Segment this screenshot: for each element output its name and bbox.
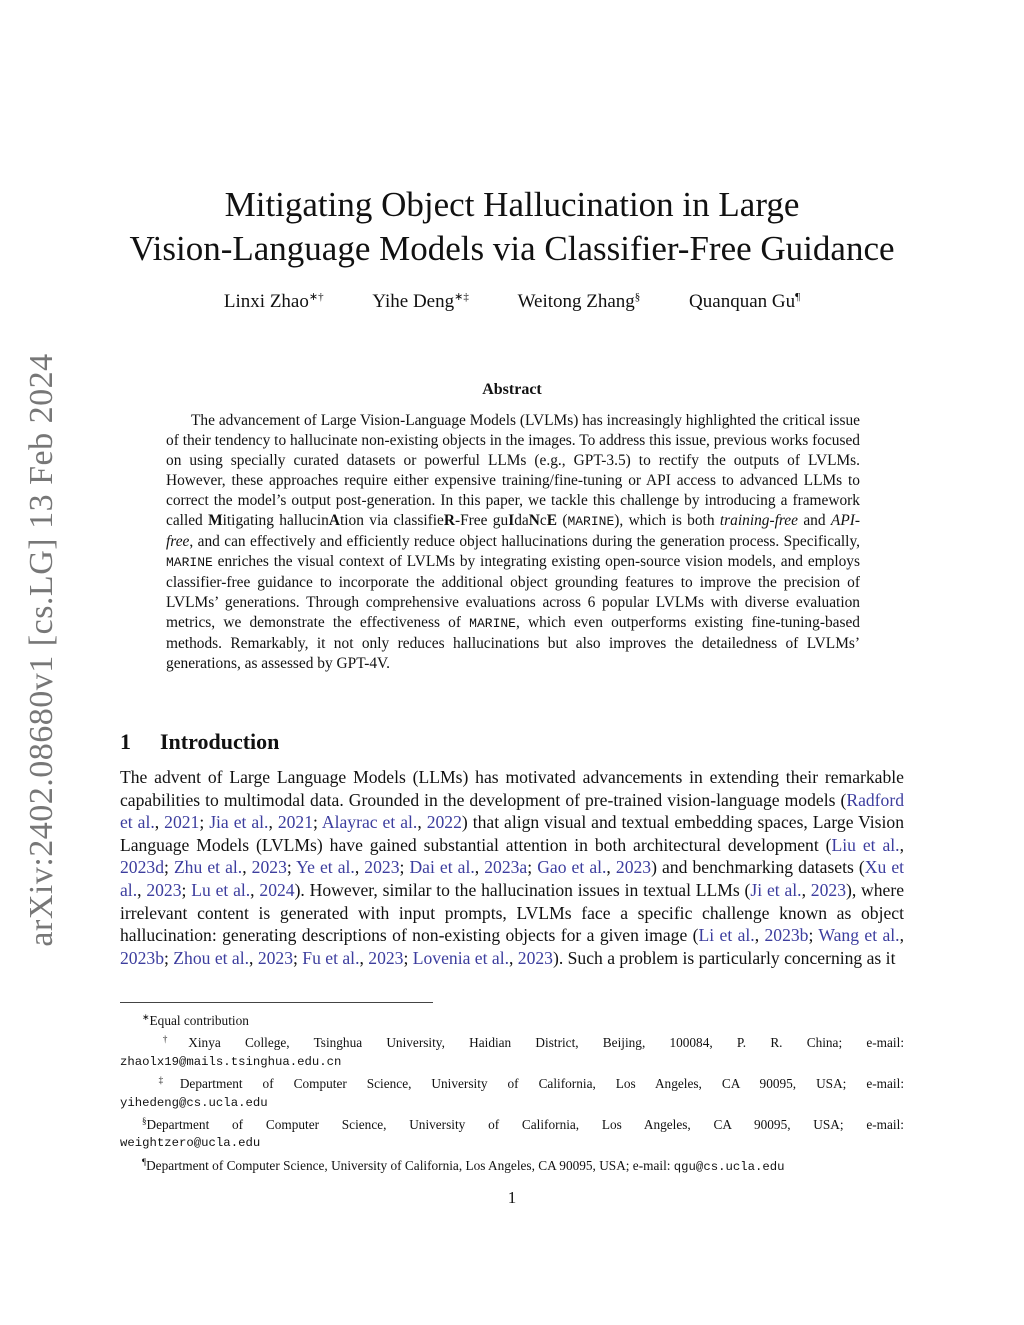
text-segment: The advent of Large Language Models (LLMs) has motivated advancements in extending their remarkable capabilities to multimodal data. Grounded in the development of pre-trained vision-language models (: [120, 767, 904, 810]
footnote-line: [120, 1030, 904, 1052]
abstract-segment: -Free gu: [454, 512, 509, 529]
footnote-text: Equal contribution: [149, 1013, 249, 1028]
emphasis: training-free: [719, 512, 798, 529]
abstract-segment: The advancement of Large Vision-Language Models (LVLMs) has increasingly highlighted the critical issue of their tendency to hallucinate non-existing objects in the images. To address this issue, previous works focused on using specially curated datasets or powerful LLMs (e.g., GPT-3.5) to rectify the outputs of LVLMs. However, these approaches require either expensive training/fine-tuning or API access to advanced LLMs to correct the model’s output post-generation. In this paper, we tackle this challenge by introducing a framework called: [166, 412, 860, 529]
abstract-segment: c: [539, 512, 547, 529]
text-segment: ;: [163, 947, 174, 968]
text-segment: ,: [899, 925, 904, 946]
citation-link[interactable]: Liu et al.: [831, 834, 900, 855]
citation-year-link[interactable]: 2023a: [484, 857, 528, 878]
footnote-affiliation: [120, 1030, 904, 1071]
footnote-mark: §: [142, 1116, 147, 1127]
text-segment: ,: [508, 947, 518, 968]
author-list: [120, 290, 904, 313]
acronym-letter: M: [208, 512, 223, 529]
footnote-line: [120, 1112, 904, 1134]
abstract-segment: , which even outperforms existing fine-tuning-based methods. Remarkably, it not only reduces hallucinations but also improves the detailedness of LVLMs’ generations, as assessed by GPT-4V.: [166, 614, 860, 672]
citation-link[interactable]: Ji et al.: [750, 879, 802, 900]
text-segment: ,: [606, 857, 616, 878]
text-segment: ,: [250, 879, 260, 900]
citation-link[interactable]: Ye et al.: [296, 857, 355, 878]
text-segment: ;: [199, 812, 210, 833]
method-name: MARINE: [567, 514, 615, 529]
footnote-affiliation: [120, 1153, 904, 1176]
citation-year-link[interactable]: 2023b: [764, 925, 809, 946]
citation-year-link[interactable]: 2021: [164, 812, 200, 833]
title-line-1: Mitigating Object Hallucination in Large: [224, 185, 800, 224]
text-segment: ;: [313, 812, 322, 833]
abstract-heading: Abstract: [482, 381, 542, 398]
abstract-segment: ), which is both: [614, 512, 720, 529]
footnote-mark: ∗: [142, 1012, 150, 1022]
author-marks[interactable]: ∗‡: [454, 291, 469, 303]
citation-year-link[interactable]: 2023: [257, 947, 293, 968]
title-line-2: Vision-Language Models via Classifier-Free Guidance: [129, 229, 895, 268]
text-segment: ) and benchmarking datasets (: [651, 857, 865, 878]
text-segment: ,: [899, 834, 904, 855]
citation-year-link[interactable]: 2024: [259, 879, 295, 900]
abstract-text: [166, 411, 860, 674]
abstract-segment: , and can effectively and efficiently reduce object hallucinations during the generation process. Specifically,: [189, 533, 860, 550]
text-segment: ;: [286, 857, 297, 878]
footnote-mark: ‡: [142, 1075, 180, 1086]
citation-link[interactable]: Lovenia et al.: [412, 947, 509, 968]
text-segment: ). However, similar to the hallucination issues in textual LLMs (: [294, 879, 751, 900]
text-segment: ,: [354, 857, 365, 878]
author-name: Quanquan Gu: [689, 291, 796, 312]
citation-year-link[interactable]: 2023b: [120, 947, 164, 968]
author-name: Linxi Zhao: [223, 291, 309, 312]
text-segment: ,: [359, 947, 369, 968]
citation-link[interactable]: Jia et al.: [209, 812, 269, 833]
footnote-divider: [120, 1002, 433, 1003]
acronym-letter: A: [328, 512, 340, 529]
citation-year-link[interactable]: 2023: [368, 947, 404, 968]
author: [372, 290, 469, 313]
text-segment: ;: [808, 925, 819, 946]
citation-link[interactable]: Fu et al.: [302, 947, 360, 968]
text-segment: ,: [268, 812, 278, 833]
citation-link[interactable]: Gao et al.: [537, 857, 607, 878]
citation-author: Radford et al.: [120, 789, 904, 833]
footnote-mark: ¶: [142, 1156, 147, 1167]
footnote-affiliation: [120, 1071, 904, 1112]
text-segment: ,: [137, 879, 147, 900]
acronym-letter: E: [546, 512, 557, 529]
citation-link[interactable]: Zhu et al.: [173, 857, 243, 878]
citation-link[interactable]: Alayrac et al.: [321, 812, 418, 833]
citation-year-link[interactable]: 2023: [517, 947, 553, 968]
author-marks[interactable]: ∗†: [308, 291, 324, 303]
abstract-segment: enriches the visual context of LVLMs by integrating existing open-source vision models, and employs classifier-free guidance to incorporate the additional object grounding features to improve the precision of LVLMs’ generations. Through comprehensive evaluations across 6 popular LVLMs with diverse evaluation metrics, we demonstrate the effectiveness of: [166, 553, 860, 631]
footnote-mark: †: [142, 1034, 189, 1045]
text-segment: ), where irrelevant content is generated with input prompts, LVLMs face a specific challenge known as object hallucination: generating descriptions of non-existing objects for a given image (: [120, 879, 905, 946]
text-segment: ;: [293, 947, 303, 968]
email-link[interactable]: qgu@cs.ucla.edu: [673, 1159, 785, 1174]
email-link[interactable]: weightzero@ucla.edu: [120, 1136, 261, 1151]
page-number: 1: [507, 1188, 517, 1207]
paper-title: [120, 183, 904, 271]
acronym-letter: N: [528, 512, 540, 529]
citation-year-link[interactable]: 2023: [251, 857, 287, 878]
text-segment: ) that align visual and textual embedding spaces, Large Vision Language Models (LVLMs) have gained substantial attention in both architectural development (: [120, 812, 905, 855]
section-title: Introduction: [160, 729, 280, 754]
text-segment: ,: [417, 812, 427, 833]
intro-paragraph: [120, 766, 904, 969]
text-segment: ). Such a problem is particularly concerning as it: [552, 947, 896, 968]
footnote-line: [120, 1071, 904, 1093]
text-segment: ,: [242, 857, 252, 878]
citation-link[interactable]: Lu et al.: [191, 879, 251, 900]
arxiv-identifier[interactable]: arXiv:2402.08680v1 [cs.LG] 13 Feb 2024: [23, 353, 60, 947]
abstract-segment: da: [514, 512, 529, 529]
email-link[interactable]: yihedeng@cs.ucla.edu: [120, 1095, 268, 1110]
footnote-text: Department of Computer Science, University of California, Los Angeles, CA 90095, USA; e-mail:: [179, 1076, 905, 1092]
author: [224, 290, 324, 313]
footnote-text: Xinya College, Tsinghua University, Haidian District, Beijing, 100084, P. R. China; e-mail:: [188, 1035, 905, 1051]
text-segment: ;: [403, 947, 413, 968]
citation-year-link[interactable]: 2023: [810, 879, 846, 900]
author-marks[interactable]: ¶: [795, 291, 801, 303]
text-segment: ;: [163, 857, 174, 878]
text-segment: ,: [474, 857, 485, 878]
abstract-segment: (: [556, 512, 568, 529]
emphasis: API-free: [166, 512, 860, 550]
citation-link[interactable]: Li et al.: [698, 925, 755, 946]
footnotes: [120, 1008, 904, 1176]
footnote-affiliation: [120, 1112, 904, 1153]
citation-link[interactable]: Xu et al.: [120, 857, 905, 900]
author: [689, 291, 800, 313]
citation-year-link[interactable]: 2023: [364, 857, 400, 878]
author-name: Yihe Deng: [372, 291, 455, 312]
author: [518, 291, 641, 313]
acronym-letter: I: [508, 512, 515, 529]
method-name: MARINE: [166, 555, 213, 570]
citation-year-link[interactable]: 2023: [146, 879, 182, 900]
author-name: Weitong Zhang: [517, 291, 635, 312]
email-link[interactable]: zhaolx19@mails.tsinghua.edu.cn: [120, 1054, 342, 1069]
citation-link[interactable]: Dai et al.: [409, 857, 475, 878]
citation-year-link[interactable]: 2023: [615, 857, 652, 878]
acronym-letter: R: [443, 512, 455, 529]
citation-year-link[interactable]: 2021: [277, 812, 314, 833]
text-segment: ;: [181, 879, 192, 900]
text-segment: ;: [527, 857, 538, 878]
footnote-equal-contribution: [120, 1008, 904, 1030]
method-name: MARINE: [469, 616, 516, 631]
citation-year-link[interactable]: 2022: [426, 812, 462, 833]
author-marks[interactable]: §: [634, 291, 641, 303]
abstract-segment: and: [797, 512, 831, 529]
text-segment: ,: [801, 879, 811, 900]
citation-link[interactable]: Zhou et al.: [173, 947, 250, 968]
text-segment: ,: [154, 812, 165, 833]
abstract-segment: tion via classifie: [339, 512, 444, 529]
abstract-segment: itigating hallucin: [222, 512, 329, 529]
footnote-text: Department of Computer Science, University of California, Los Angeles, CA 90095, USA; e-mail:: [146, 1117, 904, 1133]
section-number: 1: [120, 729, 131, 754]
text-segment: ;: [399, 857, 410, 878]
text-segment: ,: [754, 925, 765, 946]
citation-year-link[interactable]: 2023d: [120, 857, 164, 878]
footnote-text: Department of Computer Science, University of California, Los Angeles, CA 90095, USA; e-mail:: [146, 1157, 674, 1173]
section-heading: [120, 729, 279, 755]
citation-link[interactable]: Wang et al.: [818, 925, 900, 946]
text-segment: ,: [249, 947, 258, 968]
